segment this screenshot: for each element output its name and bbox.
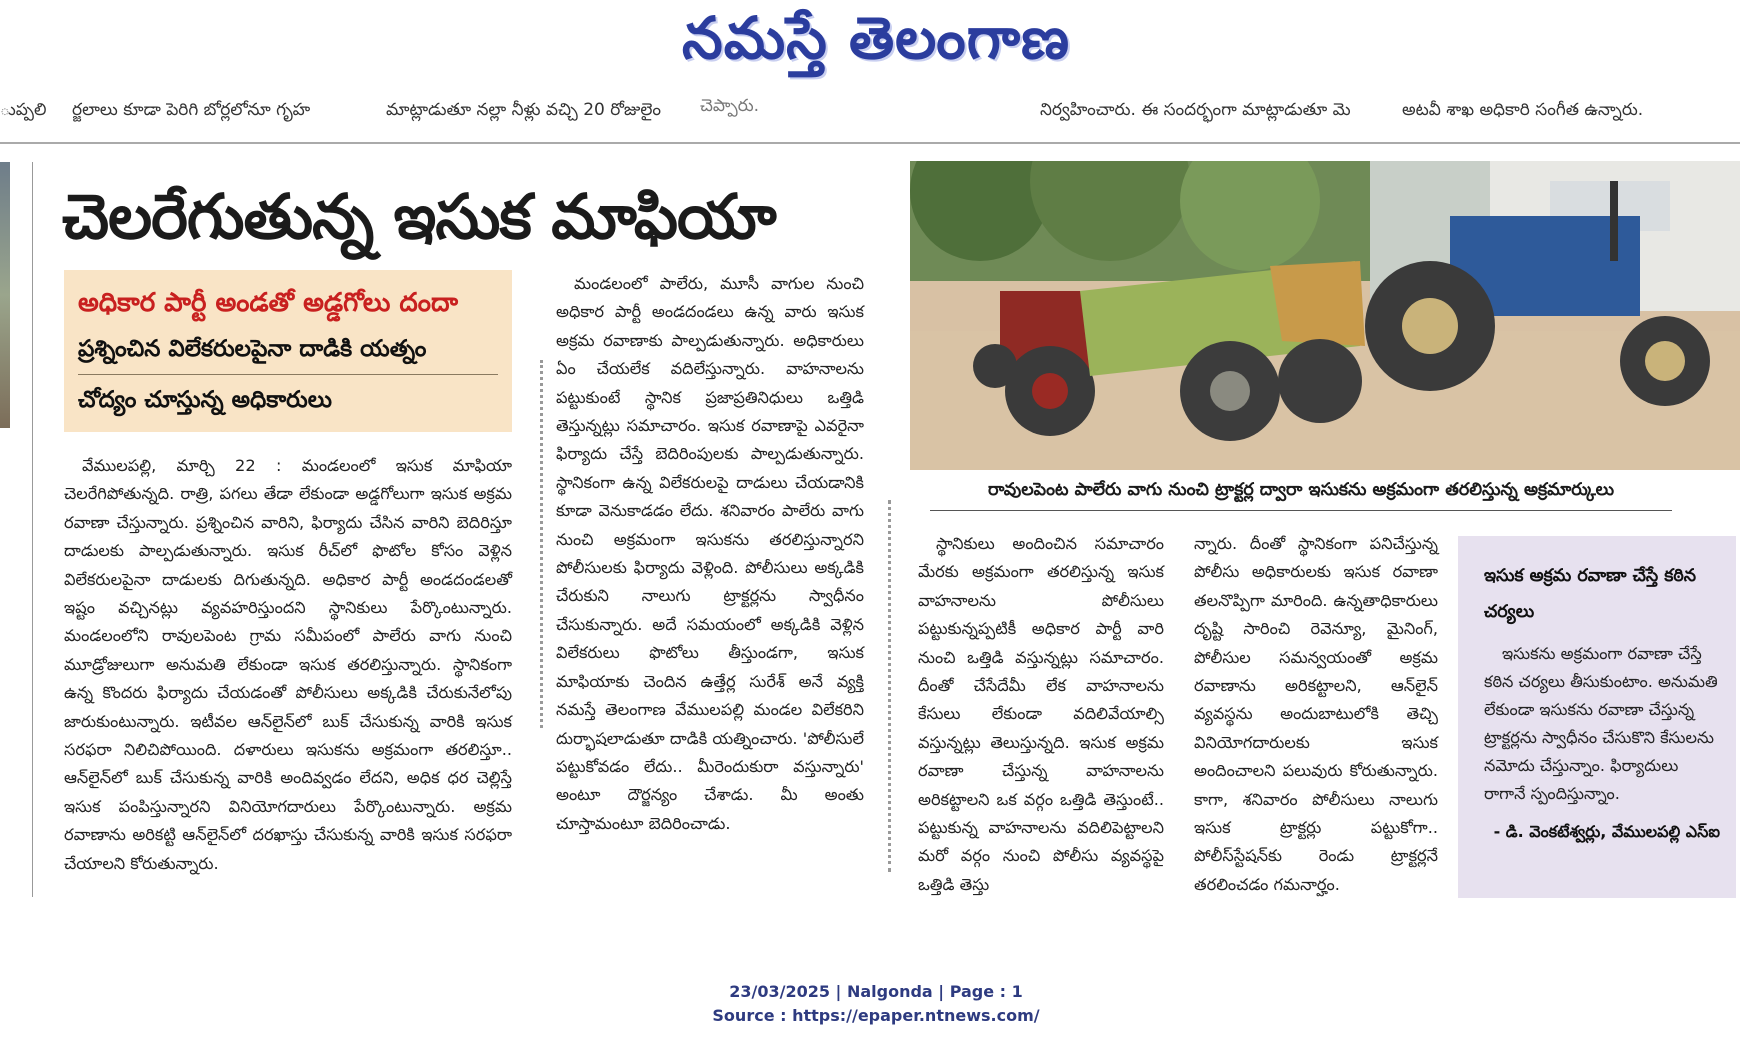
article-column-1 — [64, 452, 512, 878]
column-divider-left — [32, 162, 33, 897]
column-4-text: న్నారు. దీంతో స్థానికంగా పనిచేస్తున్న పోలీసు అధికారులకు ఇసుక రవాణా తలనొప్పిగా మారింది. ఉన్నతాధికారులు దృష్టి సారించి రెవెన్యూ, మైనింగ్, పోలీసుల సమన్వయంతో అక్రమ రవాణాను అరికట్టాలని, ఆన్‌లైన్ వ్యవస్థను అందుబాటులోకి తెచ్చి వినియోగదారులకు ఇసుక అందించాలని పలువురు కోరుతున్నారు. కాగా, శనివారం పోలీసులు నాలుగు ఇసుక ట్రాక్టర్లు పట్టుకోగా.. పోలీస్‌స్టేషన్‌కు రెండు ట్రాక్టర్లనే తరలించడం గమనార్హం. — [1194, 534, 1438, 894]
dotted-rule-1 — [540, 360, 543, 728]
footer-date-edition: 23/03/2025 | Nalgonda | Page : 1 — [729, 982, 1023, 1001]
strip-text-5: నిర్వహించారు. ఈ సందర్భంగా మాట్లాడుతూ మె — [1040, 100, 1351, 120]
quote-box-title: ఇసుక అక్రమ రవాణా చేస్తే కఠిన చర్యలు — [1484, 566, 1697, 622]
deck-line-1: అధికార పార్టీ అండతో అడ్డగోలు దందా — [78, 288, 458, 318]
column-2-text: మండలంలో పాలేరు, మూసీ వాగుల నుంచి అధికార పార్టీ అండదండలు ఉన్న వారు ఇసుక అక్రమ రవాణాకు పాల్పడుతున్నారు. అధికారులు ఏం చేయలేక వదిలేస్తున్నారు. వాహనాలను పట్టుకుంటే స్థానిక ప్రజాప్రతినిధులు ఒత్తిడి తెస్తున్నట్లు సమాచారం. ఇసుక రవాణాపై ఎవరైనా ఫిర్యాదు చేస్తే బెదిరింపులకు పాల్పడుతున్నారు. స్థానికంగా ఉన్న విలేకరులపై దాడులు చేయడానికి కూడా వెనుకాడడం లేదు. శనివారం పాలేరు వాగు నుంచి అక్రమంగా ఇసుకను తరలిస్తున్నారని పోలీసులకు ఫిర్యాదు వెళ్లింది. పోలీసులు అక్కడికి చేరుకుని నాలుగు ట్రాక్టర్లను స్వాధీనం చేసుకున్నారు. అదే సమయంలో అక్కడికి వెళ్లిన విలేకరులు ఫొటోలు తీస్తుండగా, ఇసుక మాఫియాకు చెందిన ఉత్తేర్ల సురేశ్ అనే వ్యక్తి నమస్తే తెలంగాణ వేములపల్లి మండల విలేకరిని దుర్భాషలాడుతూ దాడికి యత్నించారు. 'పోలీసులే పట్టుకోవడం లేదు.. మీరెందుకురా వస్తున్నారు' అంటూ దౌర్జన్యం చేశాడు. మీ అంతు చూస్తామంటూ బెదిరించాడు. — [556, 274, 864, 833]
adjacent-photo-edge — [0, 162, 10, 428]
official-quote-box — [1458, 536, 1736, 898]
quote-box-body: ఇసుకను అక్రమంగా రవాణా చేస్తే కఠిన చర్యలు తీసుకుంటాం. అనుమతి లేకుండా ఇసుకను రవాణా చేస్తున్న ట్రాక్టర్లను స్వాధీనం చేసుకొని కేసులను నమోదు చేస్తున్నాం. ఫిర్యాదులు రాగానే స్పందిస్తున్నాం. — [1484, 644, 1718, 803]
footer-source: Source : https://epaper.ntnews.com/ — [712, 1006, 1040, 1025]
deck-line-2: ప్రశ్నించిన విలేకరులపైనా దాడికి యత్నం — [78, 336, 498, 375]
deck-line-3: చోద్యం చూస్తున్న అధికారులు — [78, 387, 333, 413]
column-3-text: స్థానికులు అందించిన సమాచారం మేరకు అక్రమంగా తరలిస్తున్న ఇసుక వాహనాలను పోలీసులు పట్టుకున్నప్పటికీ అధికార పార్టీ వారి నుంచి ఒత్తిడి వస్తున్నట్లు సమాచారం. దీంతో చేసేదేమీ లేక వాహనాలను కేసులు లేకుండా వదిలివేయాల్సి వస్తున్నట్లు తెలుస్తున్నది. ఇసుక అక్రమ రవాణా చేస్తున్న వాహనాలను అరికట్టాలని ఒక వర్గం ఒత్తిడి తెస్తుంటే.. పట్టుకున్న వాహనాలను వదిలిపెట్టాలని మరో వర్గం నుంచి పోలీసు వ్యవస్థపై ఒత్తిడి తెస్తు — [918, 534, 1164, 894]
quote-box-signature: - డి. వెంకటేశ్వర్లు, వేములపల్లి ఎస్ఐ — [1493, 822, 1720, 841]
previous-article-strip — [0, 96, 1752, 126]
tractors-photo — [910, 161, 1740, 470]
masthead — [0, 0, 1752, 88]
article-column-4 — [1194, 530, 1438, 899]
dotted-rule-2 — [888, 500, 891, 872]
strip-divider — [0, 142, 1740, 144]
article-column-3 — [918, 530, 1164, 899]
article-deck — [64, 270, 512, 432]
strip-text-6: అటవీ శాఖ అధికారి సంగీత ఉన్నారు. — [1402, 100, 1644, 120]
column-1-text: వేములపల్లి, మార్చి 22 : మండలంలో ఇసుక మాఫియా చెలరేగిపోతున్నది. రాత్రి, పగలు తేడా లేకుండా అడ్డగోలుగా ఇసుక అక్రమ రవాణా చేస్తున్నారు. ప్రశ్నించిన వారిని, ఫిర్యాదు చేసిన వారిని బెదిరిస్తూ దాడులకు పాల్పడుతున్నారు. ఇసుక రీచ్‌లో ఫొటోల కోసం వెళ్లిన విలేకరులపైనా దాడులకు దిగుతున్నది. అధికార పార్టీ అండదండలతో ఇష్టం వచ్చినట్లు వ్యవహరిస్తుందని స్థానికులు పేర్కొంటున్నారు. మండలంలోని రావులపెంట గ్రామ సమీపంలో పాలేరు వాగు నుంచి మూడ్రోజులుగా అనుమతి లేకుండా ఇసుక తరలిస్తున్నారు. స్థానికంగా ఉన్న కొందరు ఫిర్యాదు చేయడంతో పోలీసులు అక్కడికి చేరుకునేలోపు జారుకుంటున్నారు. ఇటీవల ఆన్‌లైన్‌లో బుక్ చేసుకున్న వారికి ఇసుక సరఫరా నిలిచిపోయింది. దళారులు ఇసుకను అక్రమంగా తరలిస్తూ.. ఆన్‌లైన్‌లో బుక్ చేసుకున్న వారికి అందివ్వడం లేదని, అధిక ధర చెల్లిస్తే ఇసుక పంపిస్తున్నారని వినియోగదారులు పేర్కొంటున్నారు. అక్రమ రవాణాను అరికట్టి ఆన్‌లైన్‌లో దరఖాస్తు చేసుకున్న వారికి ఇసుక సరఫరా చేయాలని కోరుతున్నారు. — [64, 456, 512, 873]
strip-text-2: ర్జలాలు కూడా పెరిగి బోర్లలోనూ గృహ — [72, 100, 311, 120]
page-footer — [0, 980, 1752, 1028]
strip-text-1: ుప్పలి — [0, 100, 47, 120]
article-column-2 — [556, 270, 864, 838]
masthead-logo: నమస్తే తెలంగాణ — [682, 4, 1070, 72]
strip-text-3: మాట్లాడుతూ నల్లా నీళ్లు వచ్చి 20 రోజులైం — [386, 100, 662, 120]
strip-text-4: చెప్పారు. — [700, 96, 760, 116]
article-headline: చెలరేగుతున్న ఇసుక మాఫియా — [62, 180, 776, 253]
photo-caption: రావులపెంట పాలేరు వాగు నుంచి ట్రాక్టర్ల ద్వారా ఇసుకను అక్రమంగా తరలిస్తున్న అక్రమార్కులు — [930, 480, 1672, 511]
